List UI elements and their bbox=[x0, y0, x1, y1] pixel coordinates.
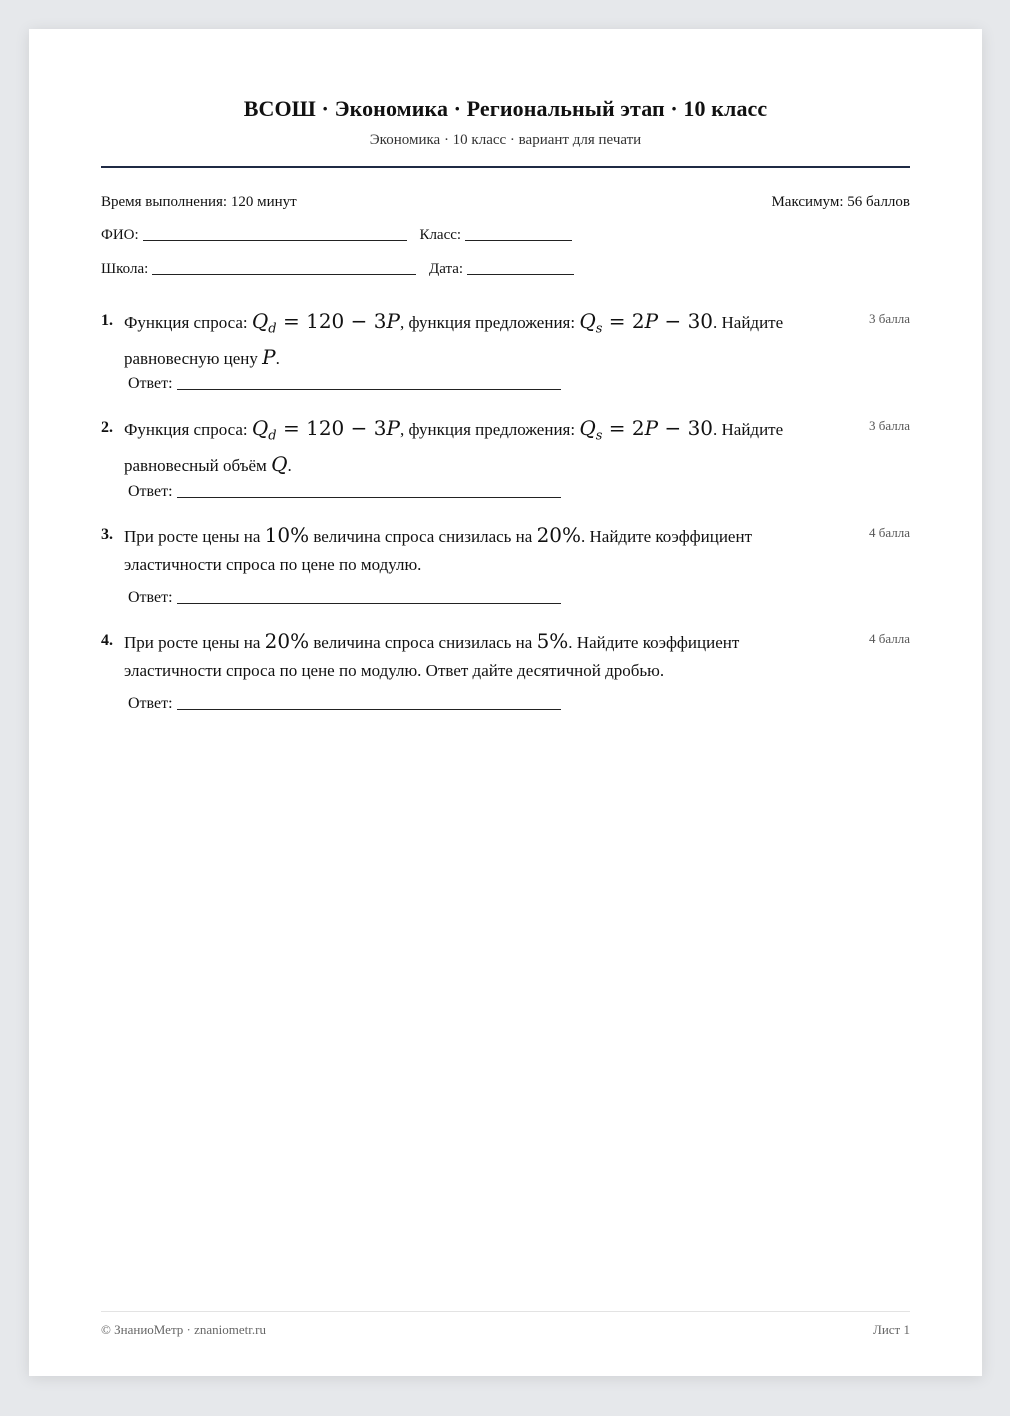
answer-row bbox=[128, 588, 561, 608]
page-title: ВСОШ · Экономика · Региональный этап · 10 класс bbox=[243, 96, 768, 121]
fio-label: ФИО: bbox=[101, 227, 139, 243]
question-number: 1. bbox=[101, 312, 113, 329]
question-points: 3 балла bbox=[869, 418, 910, 433]
page-sheet bbox=[29, 29, 982, 1376]
question-number: 4. bbox=[101, 632, 113, 649]
answer-label: Ответ: bbox=[128, 589, 173, 606]
school-date-row bbox=[101, 259, 574, 279]
question-number: 3. bbox=[101, 526, 113, 543]
header-divider bbox=[101, 166, 910, 168]
page-number: Лист 1 bbox=[873, 1322, 910, 1337]
question-text: Функция спроса: $Q_d = 120 - 3P$, функция предложения: $Q_s = 2P - 30$. Найдите равновесный объём Q. bbox=[124, 416, 784, 477]
answer-field[interactable] bbox=[177, 375, 561, 390]
answer-row bbox=[128, 694, 561, 714]
page-subtitle: Экономика · 10 класс · вариант для печати bbox=[369, 132, 642, 148]
question-text: При росте цены на 10% величина спроса снизилась на 20%. Найдите коэффициент эластичности спроса по цене по модулю. bbox=[124, 523, 753, 574]
school-label: Школа: bbox=[101, 261, 149, 277]
max-score: Максимум: 56 баллов bbox=[771, 194, 910, 210]
school-field[interactable] bbox=[152, 260, 416, 275]
answer-field[interactable] bbox=[177, 695, 561, 710]
question-number: 2. bbox=[101, 419, 113, 436]
question-points: 3 балла bbox=[869, 311, 910, 326]
question-points: 4 балла bbox=[869, 631, 910, 646]
date-label: Дата: bbox=[429, 261, 464, 277]
answer-label: Ответ: bbox=[128, 695, 173, 712]
fio-field[interactable] bbox=[143, 226, 407, 241]
answer-row bbox=[128, 482, 561, 502]
fio-class-row bbox=[101, 225, 572, 245]
date-field[interactable] bbox=[467, 260, 574, 275]
class-field[interactable] bbox=[465, 226, 572, 241]
footer-copyright: © ЗнаниоМетр · znaniometr.ru bbox=[101, 1322, 266, 1337]
answer-field[interactable] bbox=[177, 483, 561, 498]
footer-divider bbox=[101, 1311, 910, 1312]
answer-label: Ответ: bbox=[128, 483, 173, 500]
question-points: 4 балла bbox=[869, 525, 910, 540]
answer-field[interactable] bbox=[177, 589, 561, 604]
time-limit: Время выполнения: 120 минут bbox=[101, 194, 297, 210]
question-text: При росте цены на 20% величина спроса снизилась на 5%. Найдите коэффициент эластичности спроса по цене по модулю. Ответ дайте десятичной дробью. bbox=[124, 629, 740, 680]
class-label: Класс: bbox=[419, 227, 462, 243]
question-text: Функция спроса: $Q_d = 120 - 3P$, функция предложения: $Q_s = 2P - 30$. Найдите равновесную цену P. bbox=[124, 309, 784, 370]
answer-label: Ответ: bbox=[128, 375, 173, 392]
answer-row bbox=[128, 374, 561, 394]
